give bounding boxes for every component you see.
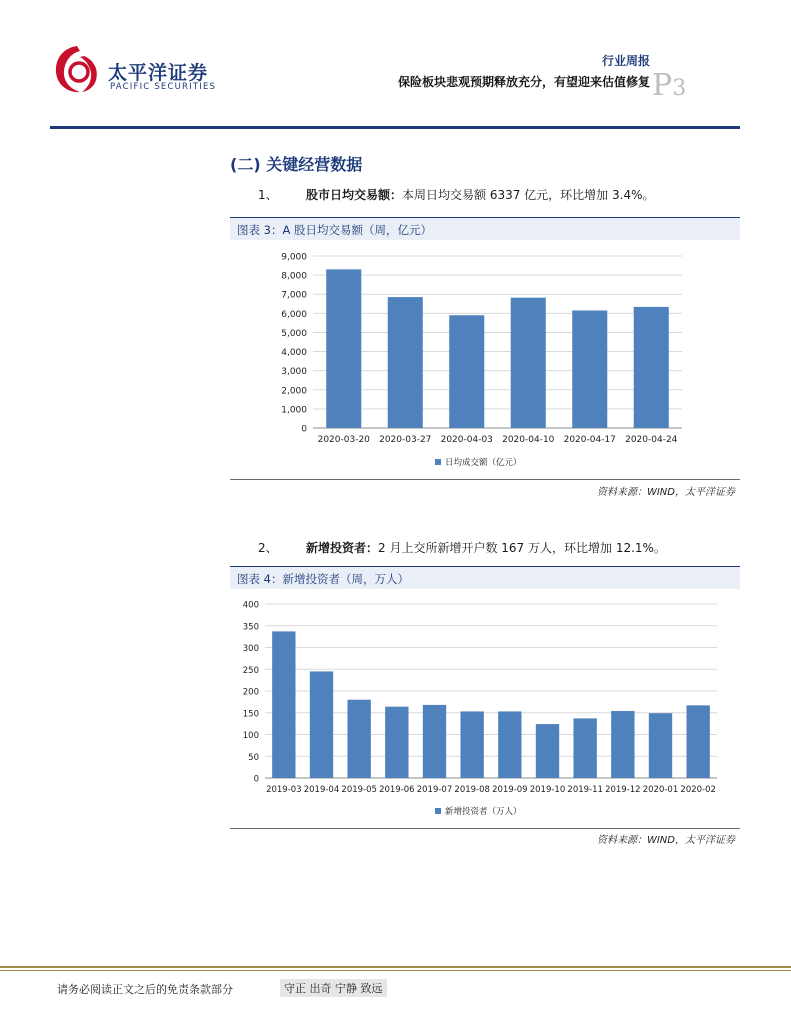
- x-tick-label: 2019-11: [567, 785, 603, 795]
- x-tick-label: 2019-12: [605, 785, 641, 795]
- item-text: 本周日均交易额 6337 亿元，环比增加 3.4%。: [402, 188, 655, 202]
- y-tick-label: 7,000: [281, 290, 307, 301]
- y-tick-label: 100: [242, 731, 259, 741]
- footer-disclaimer: 请务必阅读正文之后的免责条款部分: [57, 983, 233, 996]
- bar: [326, 269, 361, 428]
- footer-divider: [0, 966, 791, 968]
- x-tick-label: 2020-03-27: [379, 435, 432, 445]
- bar: [572, 310, 607, 428]
- y-tick-label: 400: [242, 600, 259, 611]
- bar-chart-trading-volume: [230, 240, 740, 476]
- legend-label: 新增投资者（万人）: [445, 807, 522, 817]
- y-tick-label: 250: [242, 665, 259, 676]
- x-tick-label: 2020-02: [680, 785, 716, 795]
- report-subtitle: 保险板块悲观预期释放充分，有望迎来估值修复: [397, 75, 650, 89]
- y-tick-label: 0: [301, 424, 307, 435]
- bar: [423, 705, 446, 778]
- bar: [511, 298, 546, 428]
- figure-caption: 图表 4：新增投资者（周，万人）: [237, 572, 409, 586]
- x-tick-label: 2019-09: [492, 785, 528, 795]
- x-tick-label: 2019-03: [266, 785, 302, 795]
- x-tick-label: 2019-10: [529, 785, 566, 795]
- bar: [573, 718, 596, 778]
- y-tick-label: 0: [253, 774, 259, 785]
- bar: [611, 711, 634, 778]
- bar: [536, 724, 559, 778]
- figure-divider: [230, 479, 740, 480]
- list-item: [258, 186, 738, 202]
- y-tick-label: 200: [242, 687, 259, 698]
- legend-label: 日均成交额（亿元）: [445, 458, 522, 468]
- list-item: [258, 539, 738, 555]
- y-tick-label: 5,000: [281, 328, 307, 339]
- bar: [347, 700, 370, 778]
- bar: [388, 297, 423, 428]
- figure-source: 资料来源：WIND，太平洋证券: [596, 835, 735, 846]
- bar: [686, 705, 709, 778]
- x-tick-label: 2019-04: [303, 785, 340, 795]
- x-tick-label: 2020-04-17: [563, 435, 616, 445]
- item-index: 1、: [258, 188, 278, 202]
- item-text: 2 月上交所新增开户数 167 万人，环比增加 12.1%。: [378, 541, 666, 555]
- y-tick-label: 2,000: [281, 386, 307, 397]
- x-tick-label: 2020-01: [642, 785, 679, 795]
- page-digit: 3: [672, 76, 687, 101]
- item-index: 2、: [258, 541, 278, 555]
- x-tick-label: 2019-06: [379, 785, 415, 795]
- y-tick-label: 4,000: [281, 348, 307, 359]
- bar: [498, 711, 521, 778]
- bar: [460, 711, 483, 778]
- company-name-en: PACIFIC SECURITIES: [110, 82, 217, 92]
- page-number: [652, 68, 686, 103]
- figure-source: 资料来源：WIND，太平洋证券: [596, 487, 735, 498]
- company-logo-icon: [50, 42, 104, 96]
- y-tick-label: 8,000: [281, 271, 307, 282]
- x-tick-label: 2020-04-24: [625, 435, 678, 445]
- y-tick-label: 9,000: [281, 252, 307, 263]
- y-tick-label: 300: [242, 644, 259, 654]
- x-tick-label: 2019-08: [454, 785, 490, 795]
- bar: [449, 315, 484, 428]
- bar: [272, 631, 295, 778]
- bar-chart-new-investors: [230, 592, 740, 826]
- x-tick-label: 2019-05: [341, 785, 377, 795]
- legend-swatch: [435, 459, 441, 465]
- figure-divider: [230, 828, 740, 829]
- y-tick-label: 50: [248, 752, 259, 763]
- y-tick-label: 350: [242, 622, 259, 633]
- y-tick-label: 6,000: [281, 309, 307, 320]
- header-divider: [50, 126, 740, 129]
- y-tick-label: 150: [242, 709, 259, 720]
- y-tick-label: 1,000: [281, 405, 307, 416]
- figure-caption-bar: [230, 217, 740, 240]
- bar: [649, 713, 672, 778]
- x-tick-label: 2020-03-20: [317, 435, 370, 445]
- bar: [634, 307, 669, 428]
- company-name-cn: 太平洋证券: [108, 62, 209, 84]
- section-title: (二) 关键经营数据: [230, 155, 363, 174]
- figure-caption-bar: [230, 566, 740, 589]
- item-key: 股市日均交易额：本周日均交易额 6337 亿元，环比增加 3.4%。: [306, 188, 655, 202]
- x-tick-label: 2019-07: [416, 785, 453, 795]
- item-key: 新增投资者：2 月上交所新增开户数 167 万人，环比增加 12.1%。: [306, 541, 666, 555]
- bar: [310, 671, 333, 778]
- y-tick-label: 3,000: [281, 367, 307, 378]
- page-letter: P: [652, 68, 673, 103]
- x-tick-label: 2020-04-10: [502, 435, 555, 445]
- figure-caption: 图表 3：A 股日均交易额（周，亿元）: [237, 223, 432, 237]
- legend-swatch: [435, 808, 441, 814]
- footer-divider: [0, 970, 791, 971]
- x-tick-label: 2020-04-03: [440, 435, 493, 445]
- report-category: 行业周报: [601, 54, 650, 68]
- bar: [385, 707, 408, 778]
- footer-motto: 守正 出奇 宁静 致远: [280, 979, 387, 997]
